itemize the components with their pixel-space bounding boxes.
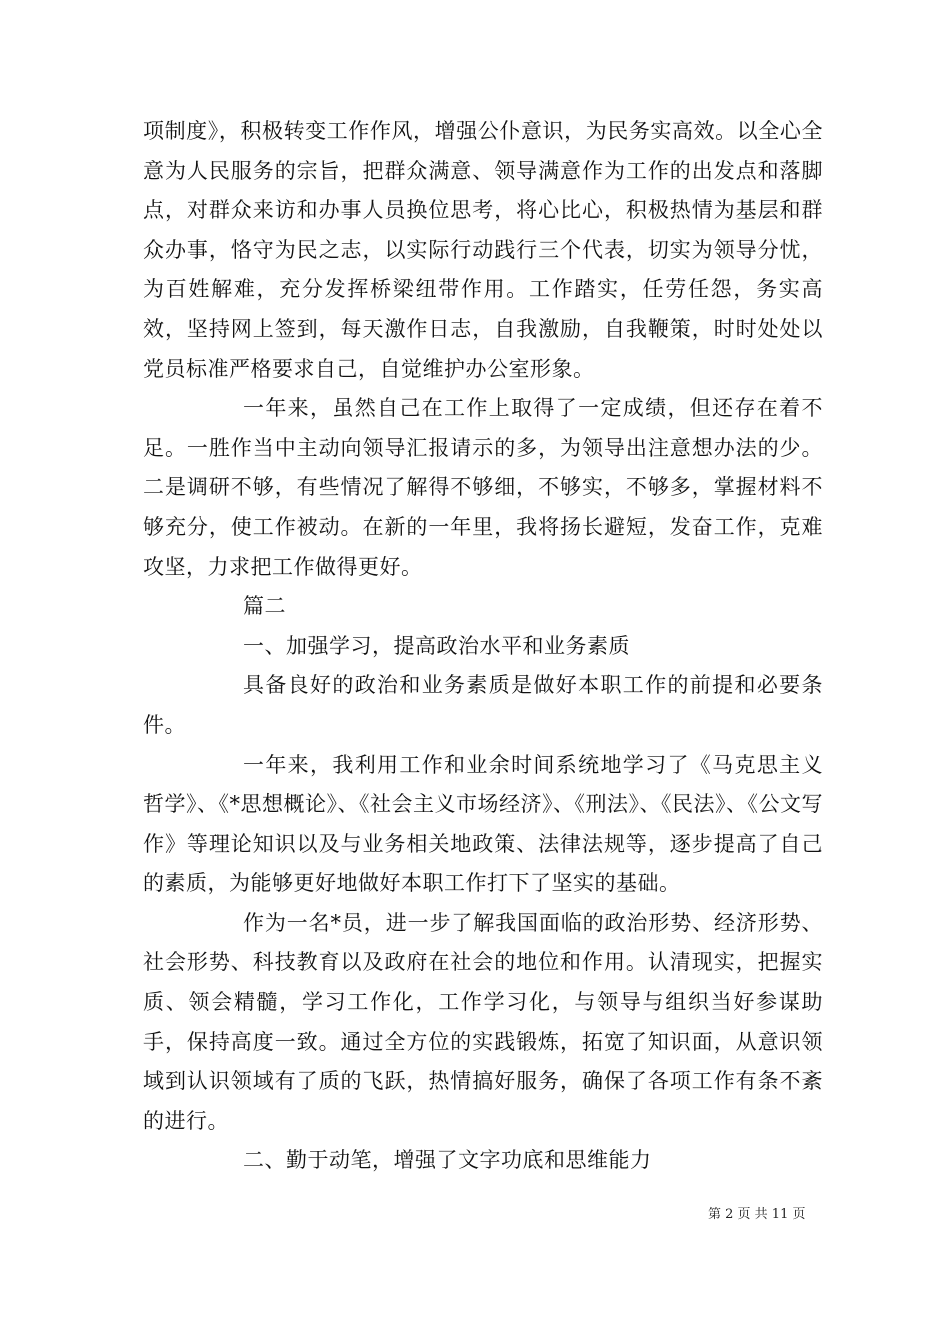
paragraph-3: 具备良好的政治和业务素质是做好本职工作的前提和必要条件。 (143, 673, 823, 737)
paragraph-4: 一年来，我利用工作和业余时间系统地学习了《马克思主义哲学》、《*思想概论》、《社会主义市场经济》、《刑法》、《民法》、《公文写作》等理论知识以及与业务相关地政策、法律法规等，逐步提高了自己的素质，为能够更好地做好本职工作打下了坚实的基础。 (143, 752, 823, 896)
section-heading-part-two: 篇二 (243, 594, 286, 619)
document-body (143, 112, 823, 1181)
paragraph-2: 一年来，虽然自己在工作上取得了一定成绩，但还存在着不足。一胜作当中主动向领导汇报请示的多，为领导出注意想办法的少。二是调研不够，有些情况了解得不够细，不够实，不够多，掌握材料不够充分，使工作被动。在新的一年里，我将扬长避短，发奋工作，克难攻坚，力求把工作做得更好。 (143, 396, 823, 579)
section-heading-1: 一、加强学习，提高政治水平和业务素质 (243, 633, 630, 658)
paragraph-1: 项制度》，积极转变工作作风，增强公仆意识，为民务实高效。以全心全意为人民服务的宗旨，把群众满意、领导满意作为工作的出发点和落脚点，对群众来访和办事人员换位思考，将心比心，积极热情为基层和群众办事，恪守为民之志，以实际行动践行三个代表，切实为领导分忧，为百姓解难，充分发挥桥梁纽带作用。工作踏实，任劳任怨，务实高效，坚持网上签到，每天激作日志，自我激励，自我鞭策，时时处处以党员标准严格要求自己，自觉维护办公室形象。 (143, 119, 823, 381)
page-number-footer: 第 2 页 共 11 页 (708, 1207, 806, 1222)
section-heading-2: 二、勤于动笔，增强了文字功底和思维能力 (243, 1148, 652, 1173)
paragraph-5: 作为一名*员，进一步了解我国面临的政治形势、经济形势、社会形势、科技教育以及政府在社会的地位和作用。认清现实，把握实质、领会精髓，学习工作化，工作学习化，与领导与组织当好参谋助手，保持高度一致。通过全方位的实践锻炼，拓宽了知识面，从意识领域到认识领域有了质的飞跃，热情搞好服务，确保了各项工作有条不紊的进行。 (143, 910, 823, 1133)
